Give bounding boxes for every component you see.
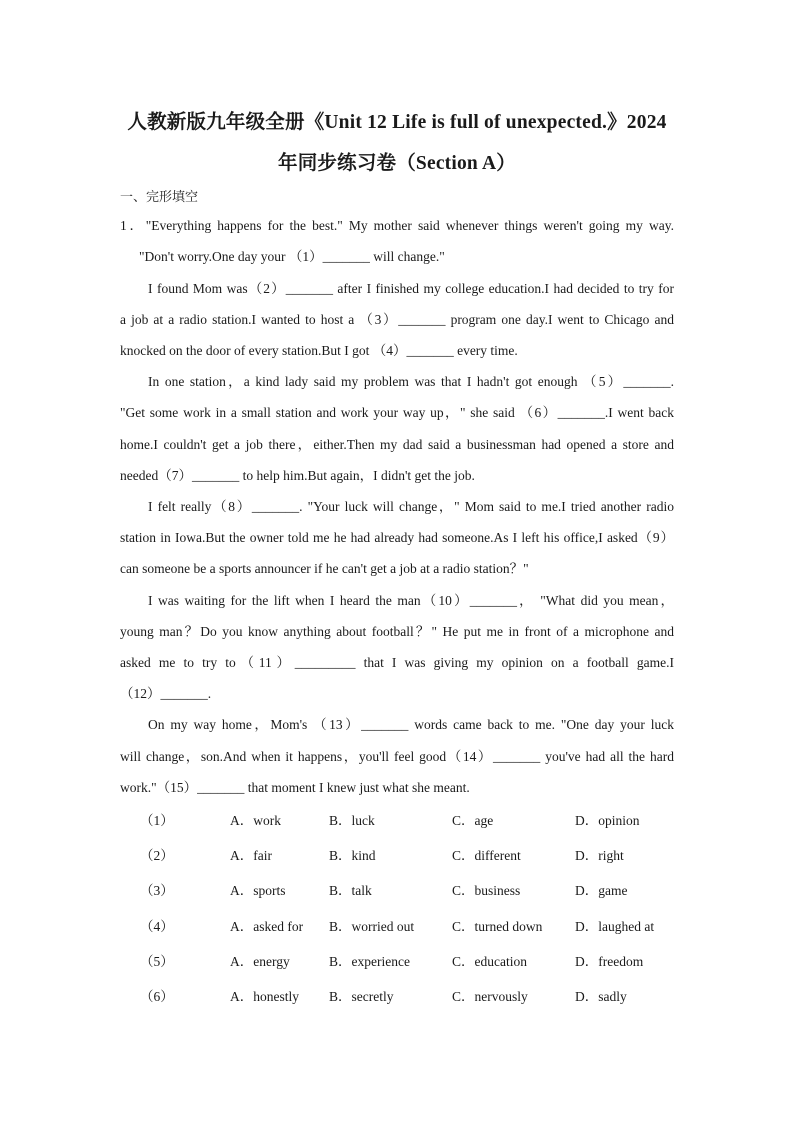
- question-number: （1）: [140, 813, 174, 828]
- option-d: D．laughed at: [575, 919, 655, 934]
- option-b: B．experience: [329, 954, 410, 969]
- document-title-line-1: 人教新版九年级全册《Unit 12 Life is full of unexpected.》2024: [127, 112, 667, 133]
- option-a: A．sports: [230, 883, 286, 898]
- passage-line: I felt really（8）_______. "Your luck will change，" Mom said to me.I tried another radio: [148, 499, 674, 514]
- passage-line: I found Mom was（2）_______ after I finished my college education.I had decided to try for: [148, 281, 674, 296]
- option-b: B．kind: [329, 848, 376, 863]
- question-number: （4）: [140, 919, 174, 934]
- option-a: A．work: [230, 813, 281, 828]
- question-number: （3）: [140, 883, 174, 898]
- question-number: （5）: [140, 954, 174, 969]
- option-d: D．freedom: [575, 954, 644, 969]
- passage-line: station in Iowa.But the owner told me he had already had someone.As I left his office,I asked（9）: [120, 530, 674, 545]
- section-heading: 一、完形填空: [120, 190, 199, 205]
- option-b: B．luck: [329, 813, 375, 828]
- passage-line: needed（7）_______ to help him.But again，I didn't get the job.: [120, 468, 475, 483]
- option-a: A．fair: [230, 848, 272, 863]
- option-a: A．honestly: [230, 989, 299, 1004]
- question-options-row: [140, 881, 674, 901]
- option-c: C．turned down: [452, 919, 543, 934]
- option-d: D．sadly: [575, 989, 627, 1004]
- passage-line: "Don't worry.One day your （1）_______ will change.": [139, 249, 445, 264]
- option-c: C．nervously: [452, 989, 528, 1004]
- question-options-row: [140, 987, 674, 1007]
- option-a: A．energy: [230, 954, 290, 969]
- passage-line: 1．"Everything happens for the best." My mother said whenever things weren't going my way.: [120, 218, 674, 233]
- passage-line: will change，son.And when it happens，you'll feel good（14）_______ you've had all the hard: [120, 749, 674, 764]
- question-number: （2）: [140, 848, 174, 863]
- passage-line: work."（15）_______ that moment I knew just what she meant.: [120, 780, 470, 795]
- passage-line: In one station，a kind lady said my problem was that I hadn't got enough （5）_______.: [148, 374, 674, 389]
- passage-line: can someone be a sports announcer if he can't get a job at a radio station？": [120, 561, 529, 576]
- option-d: D．right: [575, 848, 624, 863]
- passage-line: knocked on the door of every station.But I got （4）_______ every time.: [120, 343, 518, 358]
- passage-line: I was waiting for the lift when I heard the man（10）_______， "What did you mean，: [148, 593, 674, 608]
- option-c: C．different: [452, 848, 521, 863]
- option-d: D．game: [575, 883, 628, 898]
- question-options-row: [140, 846, 674, 866]
- passage-line: asked me to try to（11）_________ that I was giving my opinion on a football game.I: [120, 655, 674, 670]
- passage-line: "Get some work in a small station and work your way up，" she said （6）_______.I went back: [120, 405, 674, 420]
- option-b: B．talk: [329, 883, 372, 898]
- option-c: C．age: [452, 813, 494, 828]
- question-options-row: [140, 917, 674, 937]
- question-options-row: [140, 952, 674, 972]
- question-number: （6）: [140, 989, 174, 1004]
- option-c: C．business: [452, 883, 521, 898]
- option-b: B．worried out: [329, 919, 415, 934]
- option-d: D．opinion: [575, 813, 640, 828]
- option-b: B．secretly: [329, 989, 394, 1004]
- passage-line: On my way home，Mom's （13）_______ words came back to me. "One day your luck: [148, 717, 674, 732]
- document-title-line-2: 年同步练习卷（Section A）: [278, 153, 516, 174]
- passage-line: a job at a radio station.I wanted to host a （3）_______ program one day.I went to Chicago and: [120, 312, 674, 327]
- passage-line: （12）_______.: [120, 686, 212, 701]
- option-c: C．education: [452, 954, 527, 969]
- passage-line: young man？Do you know anything about football？" He put me in front of a microphone and: [120, 624, 674, 639]
- question-options-row: [140, 811, 674, 831]
- option-a: A．asked for: [230, 919, 304, 934]
- passage-line: home.I couldn't get a job there，either.Then my dad said a businessman had opened a store and: [120, 437, 674, 452]
